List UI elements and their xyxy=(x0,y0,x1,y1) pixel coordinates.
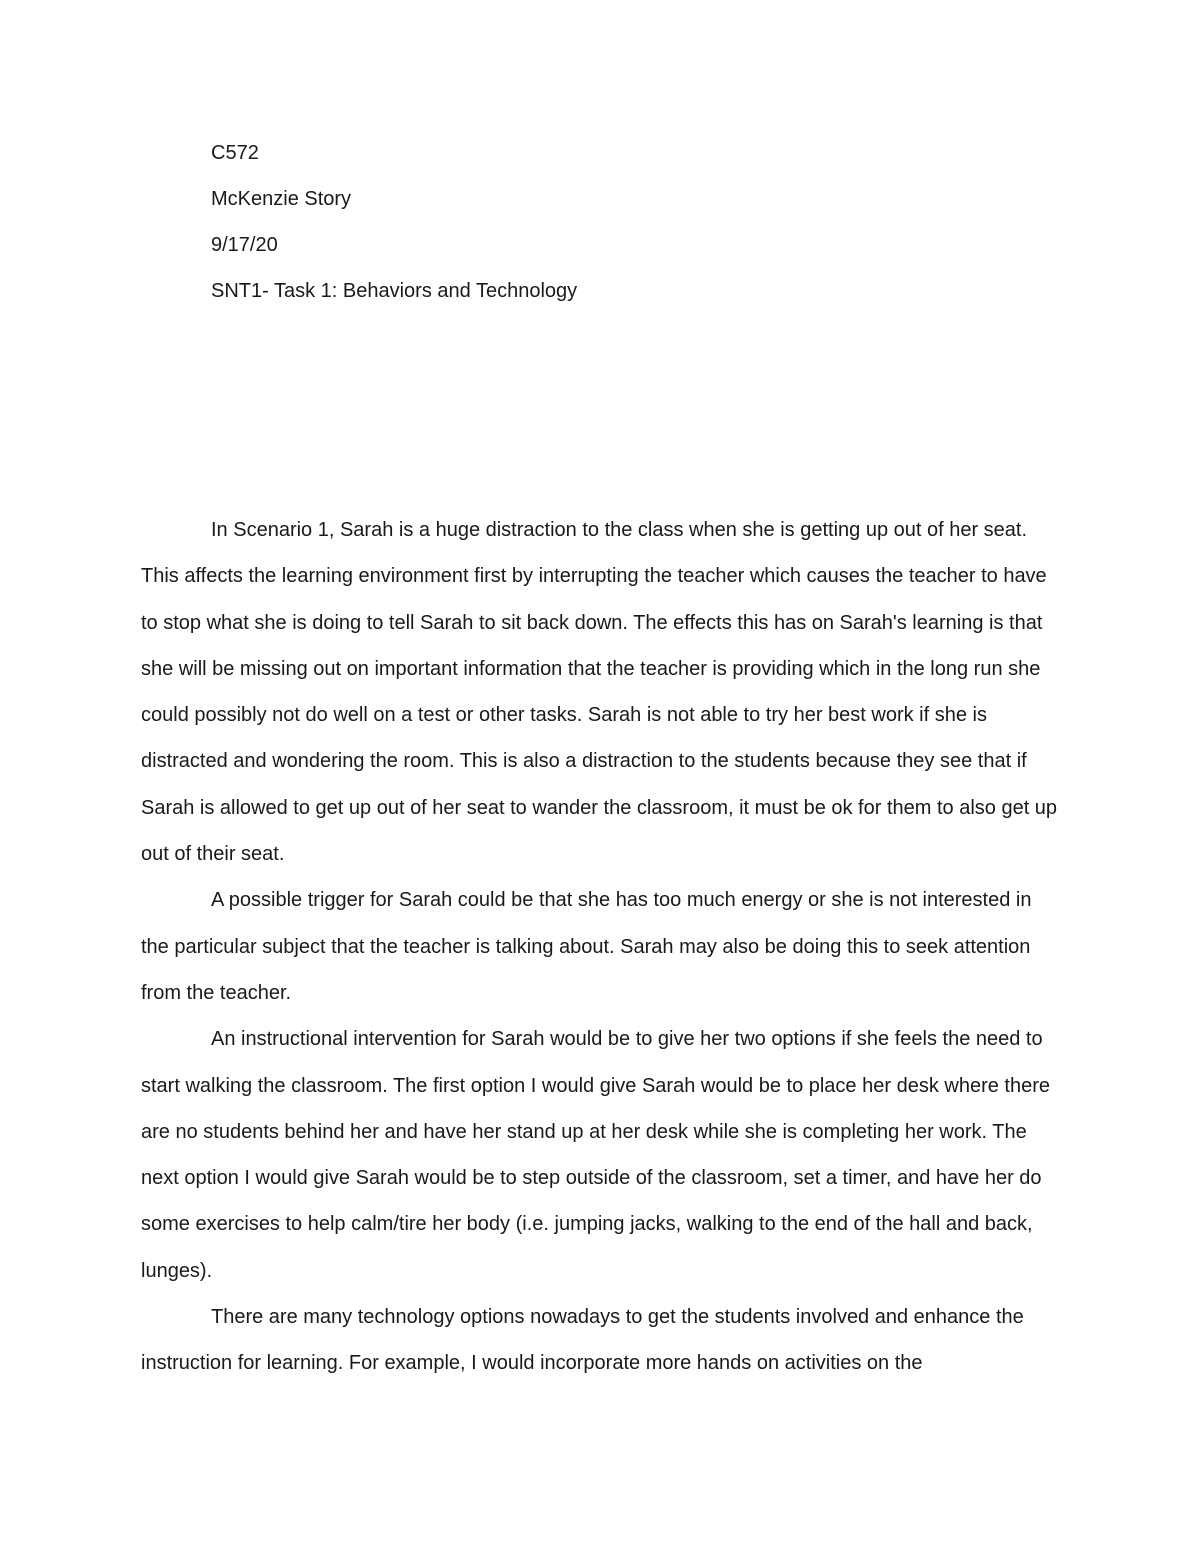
author-name: McKenzie Story xyxy=(211,188,352,210)
paragraph-technology-options: There are many technology options nowadays to get the students involved and enhance the instruction for learning. For example, I would incorporate more hands on activities on the xyxy=(141,1306,1024,1375)
document-title: SNT1- Task 1: Behaviors and Technology xyxy=(211,280,578,302)
paragraph-behavior-effects: In Scenario 1, Sarah is a huge distraction to the class when she is getting up out of her seat. This affects the learning environment first by interrupting the teacher which causes the teacher to have to stop what she is doing to tell Sarah to sit back down. The effects this has on Sarah's learning is that she will be missing out on important information that the teacher is providing which in the long run she could possibly not do well on a test or other tasks. Sarah is not able to try her best work if she is distracted and wondering the room. This is also a distraction to the students because they see that if Sarah is allowed to get up out of her seat to wander the classroom, it must be ok for them to also get up out of their seat. xyxy=(141,519,1058,866)
document-header xyxy=(211,139,577,323)
document-date: 9/17/20 xyxy=(211,234,278,256)
paragraph-possible-trigger: A possible trigger for Sarah could be that she has too much energy or she is not interested in the particular subject that the teacher is talking about. Sarah may also be doing this to seek attention from the teacher. xyxy=(141,889,1032,1004)
course-code: C572 xyxy=(211,142,259,164)
paragraph-instructional-intervention: An instructional intervention for Sarah would be to give her two options if she feels the need to start walking the classroom. The first option I would give Sarah would be to place her desk where there are no students behind her and have her stand up at her desk while she is completing her work. The next option I would give Sarah would be to step outside of the classroom, set a timer, and have her do some exercises to help calm/tire her body (i.e. jumping jacks, walking to the end of the hall and back, lunges). xyxy=(141,1028,1050,1282)
document-body xyxy=(141,507,1061,1387)
